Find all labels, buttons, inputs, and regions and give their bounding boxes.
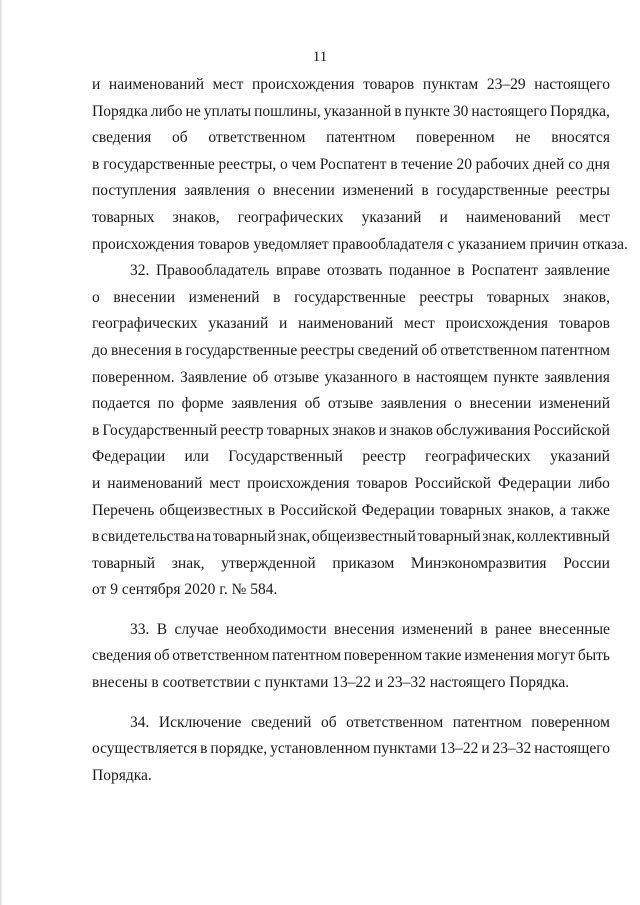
text-line: Порядка. [92, 766, 152, 784]
text-line: 33. В случае необходимости внесения изменений в ранее внесенные [130, 620, 610, 638]
text-line: в Государственный реестр товарных знаков и знаков обслуживания Российской [92, 421, 610, 439]
scan-edge-shadow [0, 0, 3, 905]
paragraph-34 [92, 710, 610, 790]
text-line: в государственные реестры, о чем Роспатент в течение 20 рабочих дней со дня [92, 155, 610, 173]
text-line: Порядка либо не уплаты пошлины, указанной в пункте 30 настоящего Порядка, [92, 102, 610, 120]
text-line: подается по форме заявления об отзыве заявления о внесении изменений [92, 395, 610, 413]
text-line: Перечень общеизвестных в Российской Федерации товарных знаков, а также [92, 501, 610, 519]
text-line: и наименований мест происхождения товаров пунктам 23–29 настоящего [92, 76, 610, 93]
text-line: 32. Правообладатель вправе отозвать поданное в Роспатент заявление [130, 262, 610, 280]
text-line: товарный знак, утвержденной приказом Минэкономразвития России [92, 554, 610, 572]
paragraph-33 [92, 617, 610, 697]
text-line: сведения об ответственном патентном поверенном не вносятся [92, 129, 610, 147]
text-line: о внесении изменений в государственные реестры товарных знаков, [92, 288, 610, 306]
text-line: сведения об ответственном патентном поверенном такие изменения могут быть [92, 647, 610, 665]
text-line: осуществляется в порядке, установленном пунктами 13–22 и 23–32 настоящего [92, 740, 610, 758]
text-line: в свидетельства на товарный знак, общеизвестный товарный знак, коллективный [92, 528, 610, 546]
paragraph-continuation [92, 72, 628, 258]
text-line: Федерации или Государственный реестр географических указаний [92, 448, 610, 466]
text-line: и наименований мест происхождения товаров Российской Федерации либо [92, 474, 610, 492]
text-line: 34. Исключение сведений об ответственном патентном поверенном [130, 713, 610, 731]
page-number: 11 [312, 49, 328, 65]
text-line: внесены в соответствии с пунктами 13–22 и 23–32 настоящего Порядка. [92, 674, 570, 692]
paragraph-32 [92, 258, 610, 604]
text-line: товарных знаков, географических указаний и наименований мест [92, 208, 610, 226]
text-line: до внесения в государственные реестры сведений об ответственном патентном [92, 341, 610, 359]
text-line: географических указаний и наименований мест происхождения товаров [92, 315, 610, 333]
text-line: поступления заявления о внесении изменений в государственные реестры [92, 182, 610, 200]
document-body [92, 72, 628, 789]
text-line: происхождения товаров уведомляет правообладателя с указанием причин отказа. [92, 235, 628, 253]
text-line: поверенном. Заявление об отзыве указанного в настоящем пункте заявления [92, 368, 610, 386]
text-line: от 9 сентября 2020 г. № 584. [92, 581, 278, 599]
